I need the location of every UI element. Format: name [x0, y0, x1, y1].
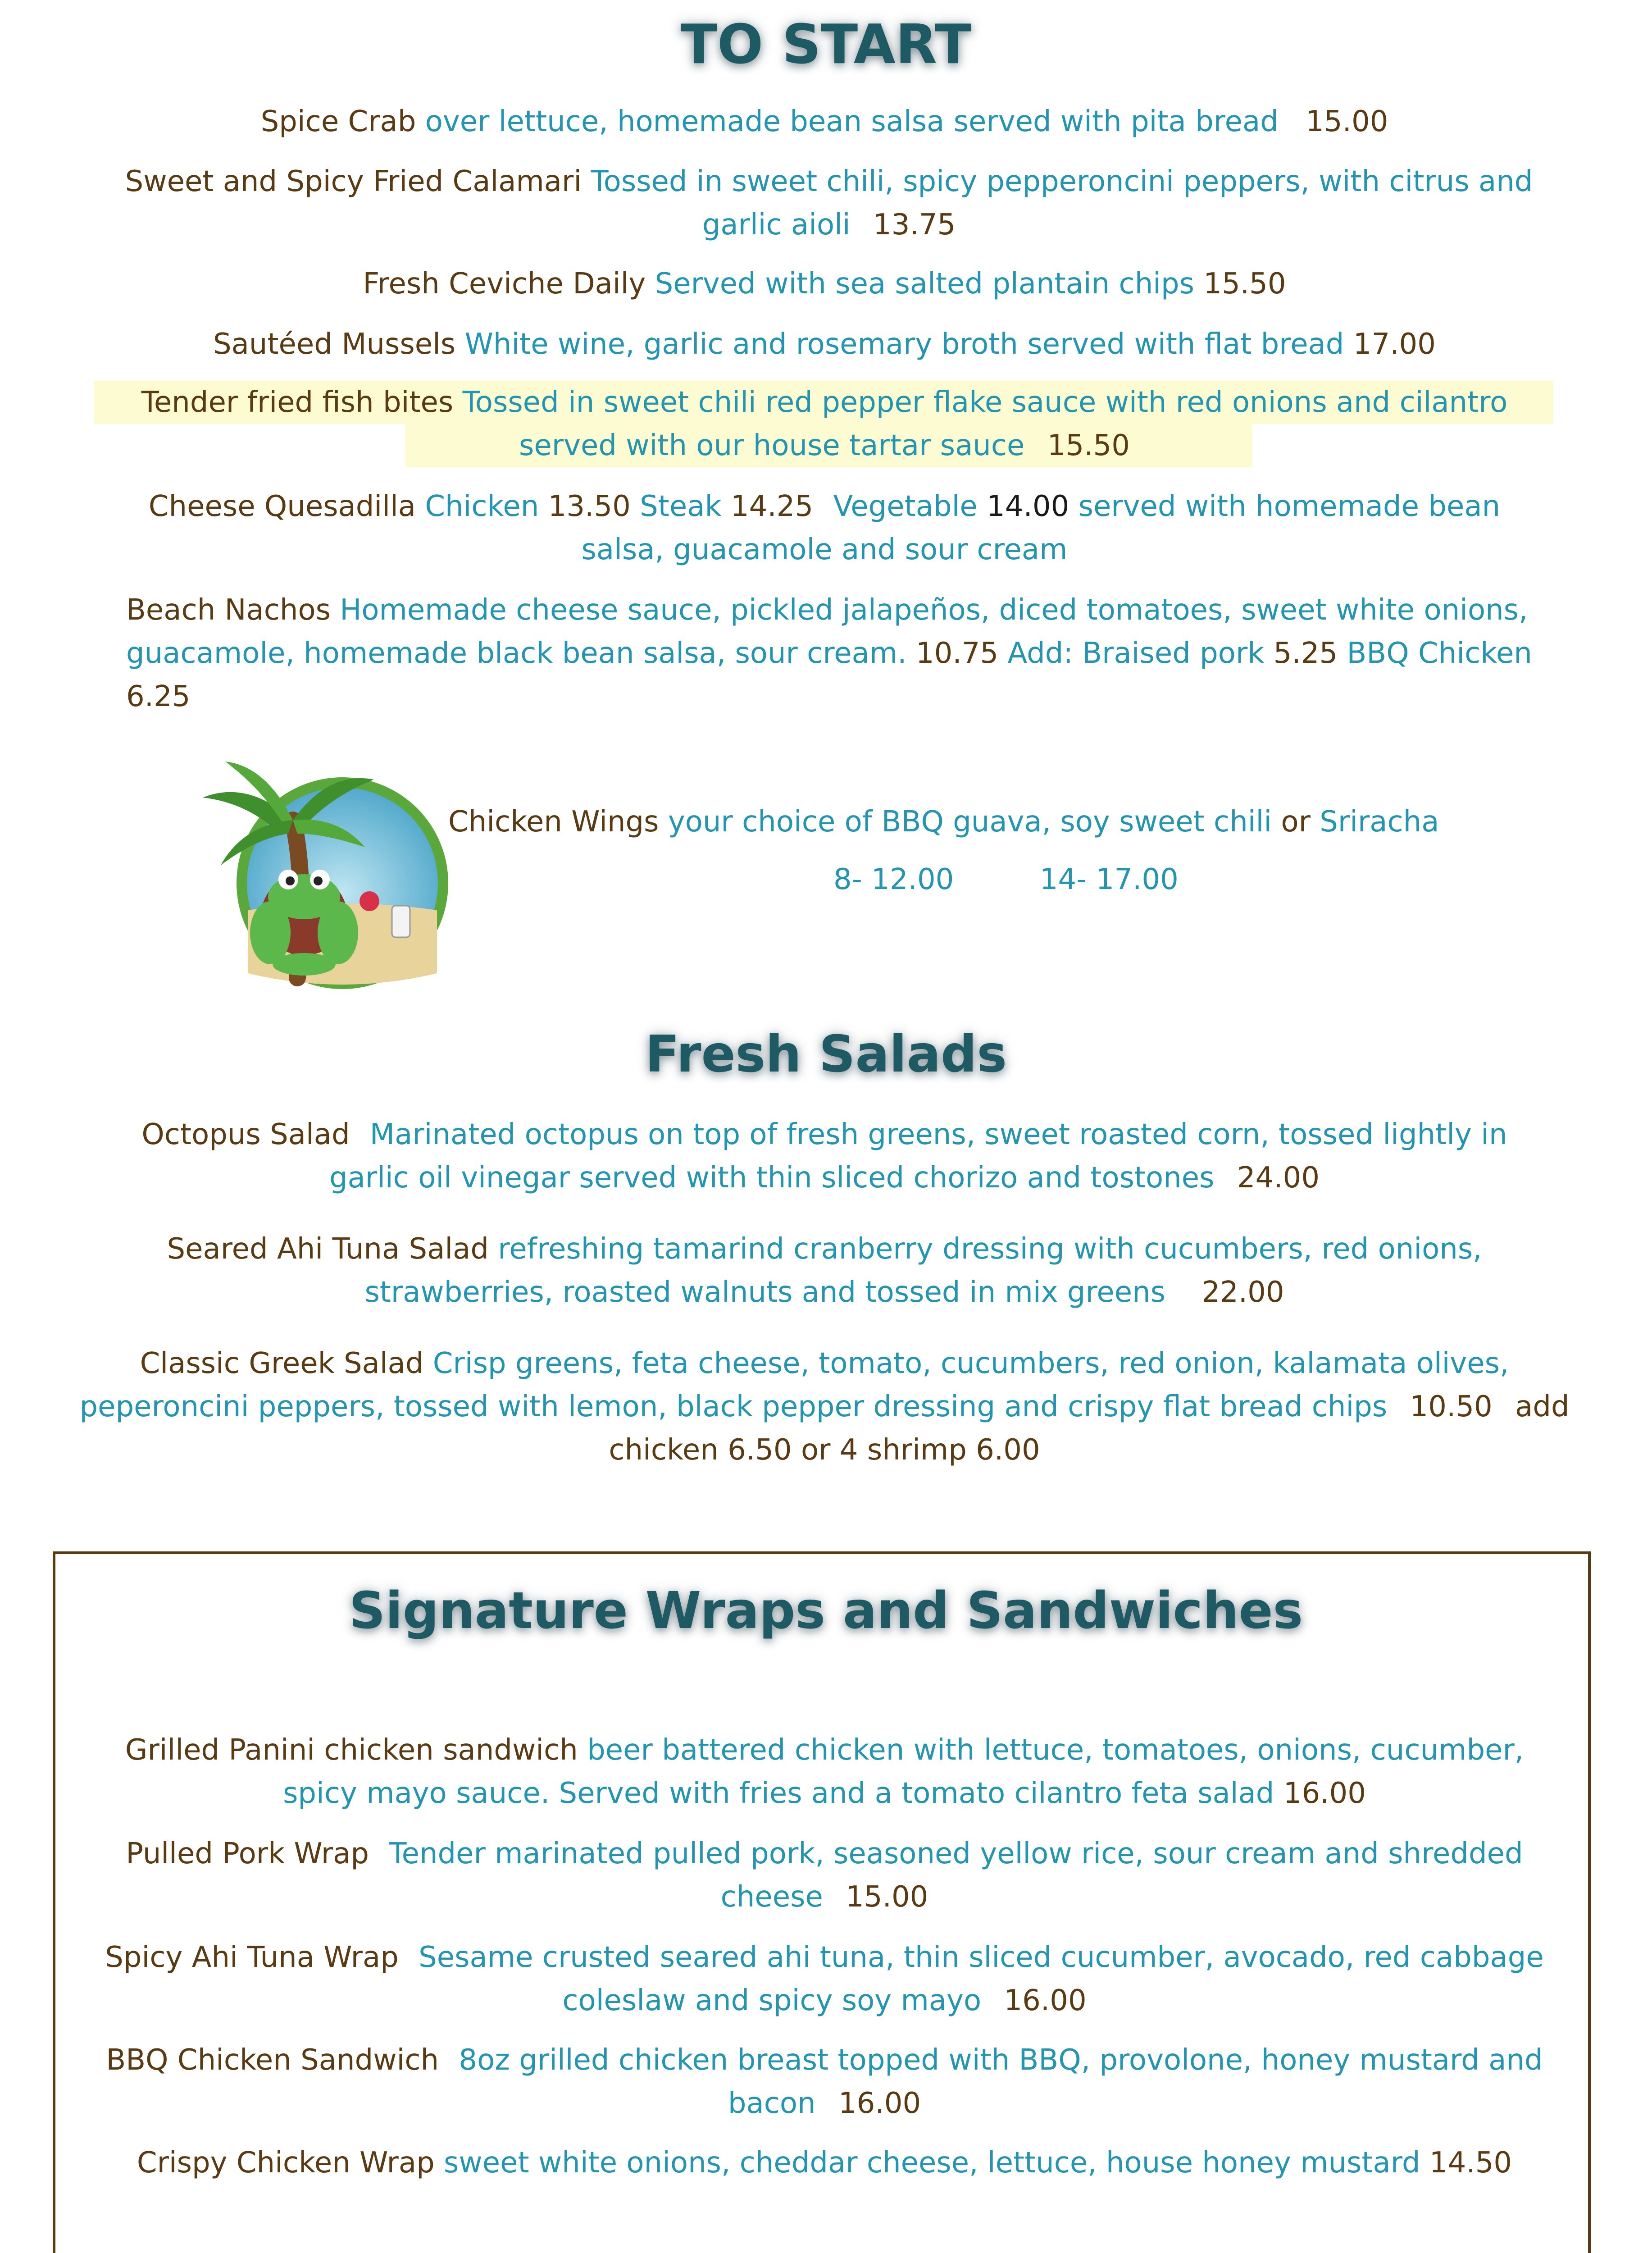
item-name: Crispy Chicken Wrap: [137, 2146, 435, 2180]
item-name: Tender fried fish bites: [141, 386, 454, 419]
wings-price: 17.00: [1096, 863, 1179, 896]
item-desc: over lettuce, homemade bean salsa served with pita bread: [425, 105, 1279, 138]
item-price: 13.50: [548, 490, 631, 523]
item-name: Chicken Wings: [448, 805, 659, 839]
item-desc: Marinated octopus on top of fresh greens, sweet roasted corn, tossed lightly in garlic oil vinegar served with thin sliced chorizo and tostones: [329, 1118, 1507, 1195]
item-desc: served with homemade bean salsa, guacamole and sour cream: [581, 490, 1501, 566]
item-name: Sweet and Spicy Fried Calamari: [125, 165, 582, 198]
item-desc: White wine, garlic and rosemary broth served with flat bread: [464, 328, 1344, 361]
item-desc: Tender marinated pulled pork, seasoned yellow rice, sour cream and shredded cheese: [389, 1837, 1523, 1914]
menu-item-pulled-pork-wrap: [81, 1832, 1568, 1919]
menu-item-spicy-ahi-tuna-wrap: [90, 1936, 1559, 2022]
menu-item-chicken-wings: [448, 800, 1439, 844]
item-desc: sweet white onions, cheddar cheese, lettuce, house honey mustard: [444, 2146, 1420, 2180]
item-name: Grilled Panini chicken sandwich: [125, 1733, 578, 1767]
item-price: 14.50: [1429, 2146, 1512, 2180]
item-price: 14.00: [987, 490, 1069, 523]
item-price: 10.75: [915, 637, 999, 670]
item-name: Classic Greek Salad: [140, 1347, 424, 1380]
to-start-title: TO START: [680, 14, 972, 76]
item-price: 24.00: [1237, 1161, 1320, 1195]
menu-item-crispy-chicken-wrap: [90, 2141, 1559, 2185]
item-price: 15.00: [1306, 105, 1388, 138]
frog-palm-tree-logo-icon: [194, 762, 455, 996]
item-price: 10.50: [1410, 1390, 1493, 1423]
item-name: Cheese Quesadilla: [148, 490, 416, 523]
item-extra: add chicken 6.50 or 4 shrimp 6.00: [609, 1390, 1570, 1467]
item-add-price: 6.25: [126, 680, 191, 713]
item-desc: your choice of BBQ guava, soy sweet chili: [668, 805, 1272, 839]
item-add-price: 5.25: [1273, 637, 1338, 670]
item-name: Spicy Ahi Tuna Wrap: [105, 1941, 399, 1974]
menu-item-beach-nachos: [126, 588, 1545, 718]
fresh-salads-title: Fresh Salads: [645, 1025, 1007, 1084]
item-desc: 8oz grilled chicken breast topped with BBQ, provolone, honey mustard and bacon: [459, 2043, 1543, 2120]
signature-wraps-title: Signature Wraps and Sandwiches: [349, 1582, 1303, 1640]
item-or: or: [1281, 805, 1311, 839]
item-option: Steak: [640, 490, 722, 523]
item-desc: Crisp greens, feta cheese, tomato, cucumbers, red onion, kalamata olives, peperoncini peppers, tossed with lemon, black pepper dressing and crispy flat bread chips: [79, 1347, 1509, 1423]
item-add-label: Add: Braised pork: [1007, 637, 1265, 670]
wings-price: 12.00: [871, 863, 954, 896]
wings-size: 8-: [833, 863, 862, 896]
item-name: Octopus Salad: [141, 1118, 350, 1151]
item-name: Sautéed Mussels: [213, 328, 456, 361]
wings-prices: [833, 858, 1179, 901]
menu-item-grilled-panini: [117, 1729, 1532, 1815]
menu-item-spice-crab: [149, 100, 1500, 143]
item-desc: Tossed in sweet chili, spicy pepperoncini peppers, with citrus and garlic aioli: [591, 165, 1533, 242]
item-name: BBQ Chicken Sandwich: [106, 2043, 439, 2077]
menu-item-greek-salad: [77, 1342, 1572, 1472]
item-name: Beach Nachos: [126, 593, 331, 627]
menu-item-bbq-chicken-sandwich: [99, 2039, 1550, 2125]
menu-item-cheese-quesadilla: [126, 485, 1523, 571]
item-name: Seared Ahi Tuna Salad: [167, 1232, 489, 1266]
item-price: 15.50: [1203, 267, 1286, 301]
menu-item-octopus-salad: [126, 1113, 1523, 1199]
menu-item-fried-fish-bites: [90, 381, 1559, 467]
wings-size: 14-: [1039, 863, 1087, 896]
item-price: 16.00: [1283, 1777, 1366, 1810]
item-option: Vegetable: [833, 490, 978, 523]
item-name: Spice Crab: [260, 105, 416, 138]
item-option: Chicken: [425, 490, 539, 523]
item-price: 15.50: [1047, 429, 1130, 462]
item-price: 16.00: [1004, 1984, 1087, 2017]
item-price: 14.25: [730, 490, 814, 523]
item-add-option: BBQ Chicken: [1347, 637, 1532, 670]
item-price: 15.00: [846, 1880, 928, 1914]
item-desc: Tossed in sweet chili red pepper flake sauce with red onions and cilantro served with our house tartar sauce: [462, 386, 1508, 462]
item-price: 16.00: [838, 2087, 921, 2120]
item-desc: Sesame crusted seared ahi tuna, thin sliced cucumber, avocado, red cabbage coleslaw and spicy soy mayo: [419, 1941, 1544, 2017]
menu-item-sauteed-mussels: [126, 323, 1523, 366]
item-name: Pulled Pork Wrap: [126, 1837, 369, 1870]
item-desc: Homemade cheese sauce, pickled jalapeños, diced tomatoes, sweet white onions, guacamole, homemade black bean salsa, sour cream.: [126, 593, 1528, 670]
item-desc: Served with sea salted plantain chips: [655, 267, 1194, 301]
item-price: 13.75: [873, 208, 956, 242]
item-name: Fresh Ceviche Daily: [363, 267, 646, 301]
menu-item-fresh-ceviche: [149, 262, 1500, 306]
item-desc: refreshing tamarind cranberry dressing with cucumbers, red onions, strawberries, roasted walnuts and tossed in mix greens: [364, 1232, 1482, 1309]
menu-item-fried-calamari: [108, 160, 1550, 246]
menu-item-ahi-tuna-salad: [81, 1227, 1568, 1314]
item-desc: Sriracha: [1320, 805, 1439, 839]
item-price: 17.00: [1353, 328, 1436, 361]
item-desc: beer battered chicken with lettuce, tomatoes, onions, cucumber, spicy mayo sauce. Served with fries and a tomato cilantro feta salad: [283, 1733, 1524, 1810]
item-price: 22.00: [1201, 1276, 1284, 1309]
